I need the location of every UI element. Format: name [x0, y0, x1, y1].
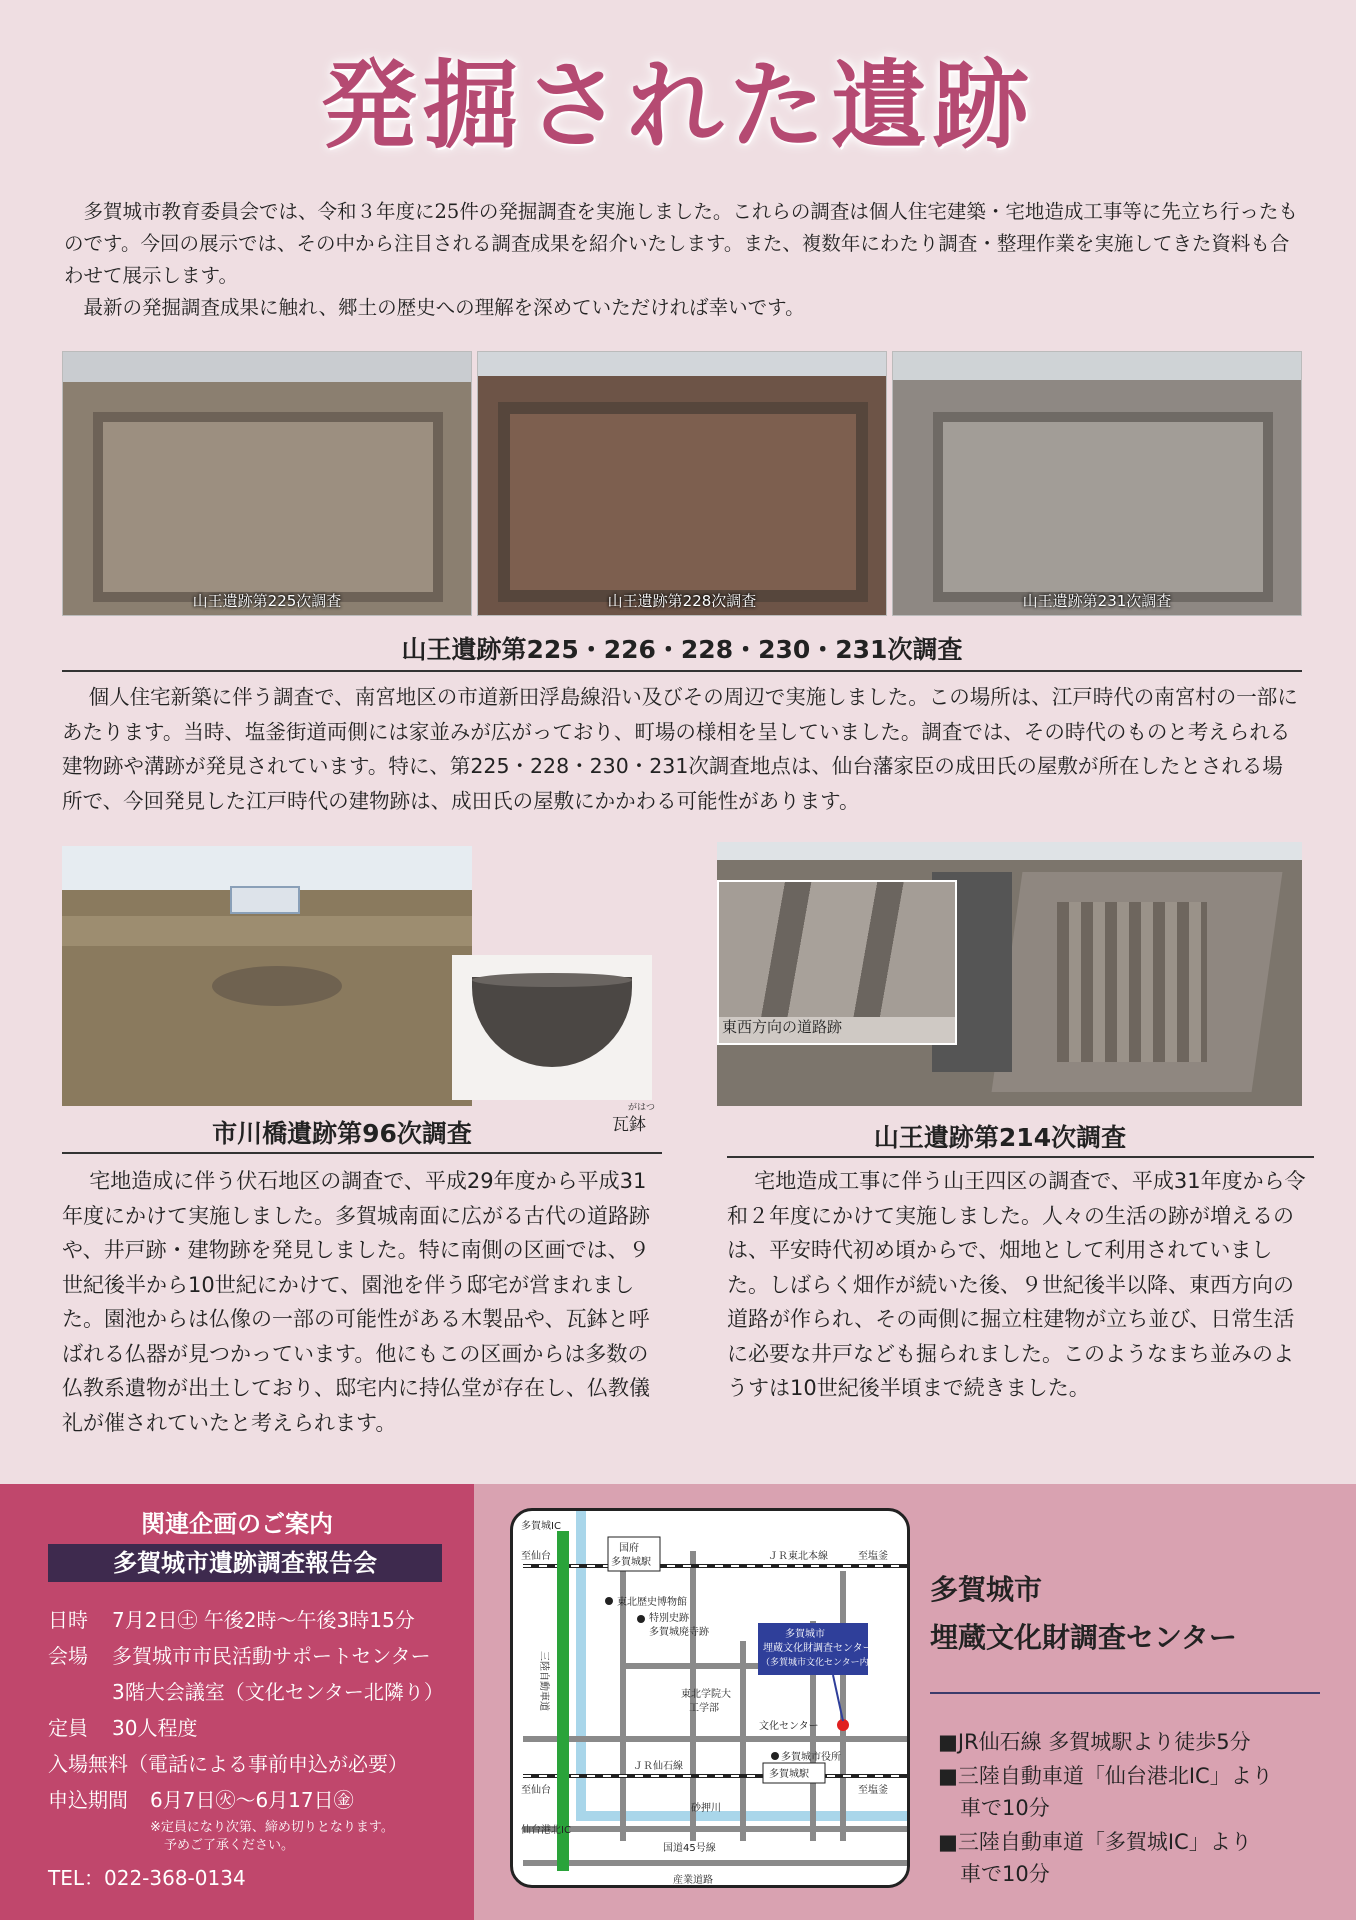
center-name: 埋蔵文化財調査センター — [930, 1621, 1237, 1654]
map-label: 砂押川 — [691, 1803, 721, 1814]
map-label: （多賀城市文化センター内） — [761, 1658, 878, 1668]
section-body: 宅地造成工事に伴う山王四区の調査で、平成31年度から令和２年度にかけて実施しました。人々の生活の跡が増えるのは、平安時代初め頃からで、畑地として利用されていました。しばらく畑作が続いた後、９世紀後半以降、東西方向の道路が作られ、その両側に掘立柱建物が立ち並び、日常生活に必要な井戸なども掘られました。このようなまち並みのようすは10世紀後半頃まで続きました。 — [727, 1169, 1306, 1400]
event-admission: 入場無料（電話による事前申込が必要） — [48, 1752, 408, 1776]
map-label: 多賀城駅 — [769, 1769, 809, 1780]
event-venue-room: 3階大会議室（文化センター北隣り） — [112, 1680, 444, 1704]
access-item: ■三陸自動車道「多賀城IC」より — [938, 1830, 1252, 1854]
map-label: 多賀城廃寺跡 — [649, 1627, 709, 1638]
access-item: 車で10分 — [960, 1862, 1050, 1886]
photo-caption: 山王遺跡第225次調査 — [192, 592, 342, 610]
map-label: 多賀城駅 — [611, 1557, 651, 1568]
map-label: 多賀城IC — [521, 1521, 561, 1532]
map-label: 仙台港北IC — [521, 1825, 571, 1836]
excavation-photo — [62, 351, 472, 616]
excavation-photo — [892, 351, 1302, 616]
map-label: 多賀城市役所 — [781, 1752, 841, 1763]
site-photo — [62, 846, 472, 1106]
intro-paragraph: 最新の発掘調査成果に触れ、郷土の歴史への理解を深めていただければ幸いです。 — [83, 296, 805, 319]
event-capacity-label: 定員 — [48, 1716, 88, 1740]
event-name: 多賀城市遺跡調査報告会 — [48, 1544, 442, 1582]
map-label: ＪＲ仙石線 — [633, 1761, 683, 1772]
intro-paragraph: 多賀城市教育委員会では、令和３年度に25件の発掘調査を実施しました。これらの調査は個人住宅建築・宅地造成工事等に先立ち行ったものです。今回の展示では、その中から注目される調査成果を紹介いたします。また、複数年にわたり調査・整理作業を実施してきた資料も合わせて展示します。 — [64, 200, 1298, 287]
access-item: ■三陸自動車道「仙台港北IC」より — [938, 1764, 1273, 1788]
center-divider — [930, 1692, 1320, 1694]
intro-text — [64, 196, 1304, 324]
map-label: 至塩釜 — [858, 1785, 888, 1796]
event-note: 予めご了承ください。 — [164, 1838, 295, 1853]
section-body: 宅地造成に伴う伏石地区の調査で、平成29年度から平成31年度にかけて実施しました。多賀城南面に広がる古代の道路跡や、井戸跡・建物跡を発見しました。特に南側の区画では、９世紀後半から10世紀にかけて、園池を伴う邸宅が営まれました。園池からは仏像の一部の可能性がある木製品や、瓦鉢と呼ばれる仏器が見つかっています。他にもこの区画からは多数の仏教系遺物が出土しており、邸宅内に持仏堂が存在し、仏教儀礼が催されていたと考えられます。 — [62, 1169, 650, 1435]
expressway — [557, 1531, 569, 1871]
photo-caption: 山王遺跡第228次調査 — [607, 592, 757, 610]
event-apply: 6月7日㊋～6月17日㊎ — [150, 1788, 354, 1812]
excavation-photo — [477, 351, 887, 616]
map-label: 工学部 — [689, 1703, 719, 1714]
center-name: 多賀城市 — [930, 1573, 1043, 1606]
event-date: 7月2日㊏ 午後2時～午後3時15分 — [112, 1608, 415, 1632]
map-label: 東北歴史博物館 — [617, 1597, 687, 1608]
map-label: 国府 — [619, 1543, 639, 1554]
section-title: 山王遺跡第225・226・228・230・231次調査 — [401, 635, 963, 664]
event-apply-label: 申込期間 — [48, 1788, 128, 1812]
section-title: 市川橋遺跡第96次調査 — [212, 1119, 472, 1148]
section-title: 山王遺跡第214次調査 — [873, 1123, 1127, 1152]
section-body: 個人住宅新築に伴う調査で、南宮地区の市道新田浮島線沿い及びその周辺で実施しました。この場所は、江戸時代の南宮村の一部にあたります。当時、塩釜街道両側には家並みが広がっており、町場の様相を呈していました。調査では、その時代のものと考えられる建物跡や溝跡が発見されています。特に、第225・228・230・231次調査地点は、仙台藩家臣の成田氏の屋敷が所在したとされる場所で、今回発見した江戸時代の建物跡は、成田氏の屋敷にかかわる可能性があります。 — [62, 685, 1298, 813]
section-divider — [62, 670, 1302, 672]
event-venue: 多賀城市市民活動サポートセンター — [112, 1644, 431, 1668]
map-label: ＪＲ東北本線 — [768, 1551, 828, 1562]
access-item: 車で10分 — [960, 1796, 1050, 1820]
map-label: 埋蔵文化財調査センター — [763, 1643, 873, 1654]
event-heading: 関連企画のご案内 — [141, 1510, 333, 1538]
event-capacity: 30人程度 — [112, 1716, 198, 1740]
access-item: ■JR仙石線 多賀城駅より徒歩5分 — [938, 1730, 1251, 1754]
bowl-label: 瓦鉢 — [612, 1115, 646, 1135]
event-note: ※定員になり次第、締め切りとなります。 — [150, 1820, 394, 1835]
bowl-photo — [452, 955, 652, 1100]
page-title: 発掘された遺跡 — [321, 49, 1035, 162]
bowl-ruby: がはつ — [628, 1103, 656, 1113]
map-label: 至仙台 — [521, 1785, 551, 1796]
map-label: 特別史跡 — [649, 1613, 689, 1624]
map-label: 産業道路 — [673, 1875, 713, 1886]
access-map — [510, 1508, 910, 1888]
map-label: 至塩釜 — [858, 1551, 888, 1562]
inset-caption: 東西方向の道路跡 — [722, 1018, 843, 1036]
map-label: 文化センター — [759, 1721, 819, 1732]
map-label: 国道45号線 — [663, 1843, 716, 1854]
photo-caption: 山王遺跡第231次調査 — [1022, 592, 1172, 610]
event-date-label: 日時 — [48, 1608, 88, 1632]
event-venue-label: 会場 — [48, 1644, 88, 1668]
map-label: 至仙台 — [521, 1551, 551, 1562]
section-divider — [727, 1156, 1314, 1158]
event-tel: TEL：022-368-0134 — [48, 1866, 246, 1890]
map-label: 三陸自動車道 — [538, 1651, 549, 1711]
map-label: 多賀城市 — [785, 1629, 825, 1640]
map-label: 東北学院大 — [681, 1689, 731, 1700]
section-divider — [62, 1152, 662, 1154]
